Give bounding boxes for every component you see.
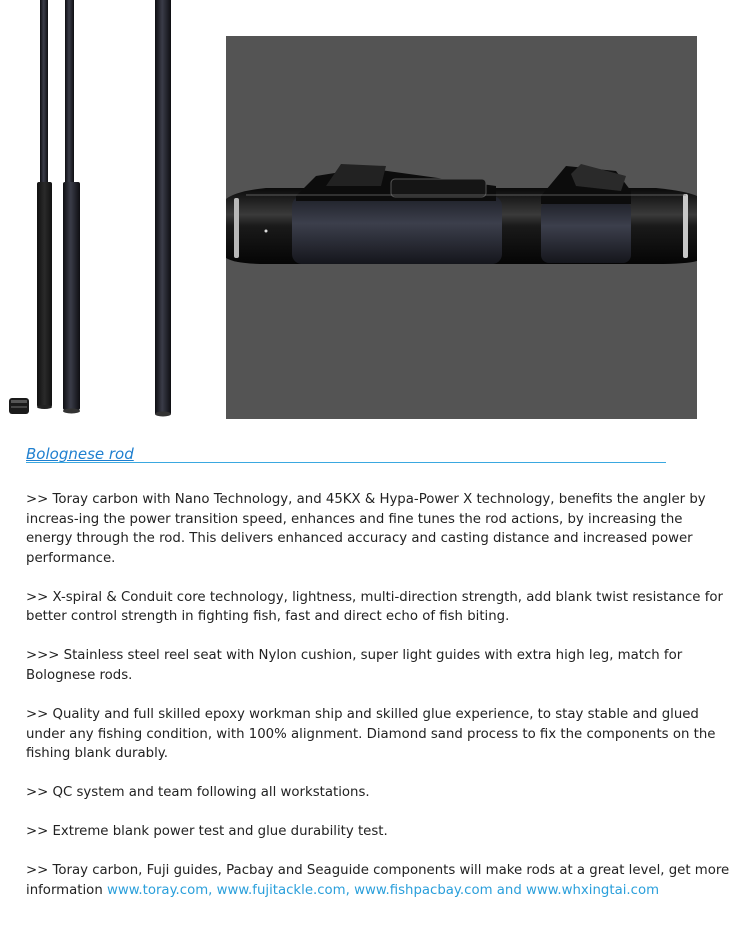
feature-paragraph-3: >>> Stainless steel reel seat with Nylon cushion, super light guides with extra high leg, match for Bolognese rods.	[26, 648, 683, 683]
section-title-text: Bolognese rod	[26, 445, 134, 463]
rod-sections-image	[0, 0, 200, 420]
info-text: >> Toray carbon, Fuji guides, Pacbay and Seaguide components will make rods at a great level, get more information	[26, 863, 730, 898]
feature-paragraph-5: >> QC system and team following all workstations.	[26, 785, 370, 801]
section-heading	[26, 444, 666, 463]
feature-paragraph-1: >> Toray carbon with Nano Technology, and 45KX & Hypa-Power X technology, benefits the angler by increas-ing the power transition speed, enhances and fine tunes the rod actions, by increasing the energy through the rod. This delivers enhanced accuracy and casting distance and increased power performance.	[26, 492, 706, 566]
feature-paragraph-2: >> X-spiral & Conduit core technology, lightness, multi-direction strength, add blank twist resistance for better control strength in fighting fish, fast and direct echo of fish biting.	[26, 589, 723, 625]
feature-paragraph-6: >> Extreme blank power test and glue durability test.	[26, 824, 388, 840]
feature-description	[26, 490, 732, 920]
reel-seat-photo	[226, 36, 697, 419]
feature-paragraph-4: >> Quality and full skilled epoxy workman ship and skilled glue experience, to stay stable and glued under any fishing condition, with 100% alignment. Diamond sand process to fix the components on the fishing blank durably.	[26, 706, 716, 762]
website-links[interactable]: www.toray.com, www.fujitackle.com, www.fishpacbay.com and www.whxingtai.com	[106, 882, 660, 898]
feature-paragraph-7	[26, 861, 732, 900]
reel-seat-illustration	[226, 36, 697, 419]
